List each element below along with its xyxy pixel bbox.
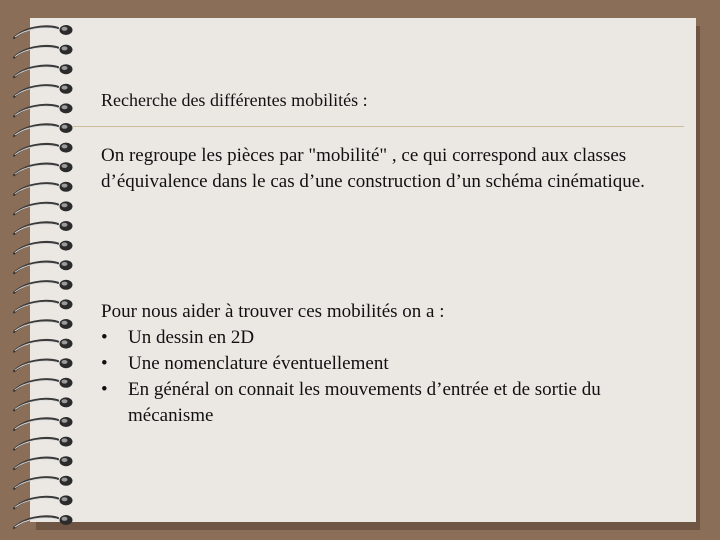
list-item [101, 325, 681, 351]
bullet-icon: • [101, 379, 108, 400]
aid-intro: Pour nous aider à trouver ces mobilités on a : [101, 301, 445, 322]
list-item [101, 351, 681, 377]
binding-ring [14, 476, 73, 489]
binding-ring [14, 221, 73, 234]
binding-ring [14, 64, 73, 77]
binding-ring [14, 45, 73, 58]
spiral-binding-icon [0, 0, 90, 540]
list-item-text: En général on connait les mouvements d’entrée et de sortie du mécanisme [128, 379, 601, 426]
slide-title: Recherche des différentes mobilités : [101, 90, 368, 110]
body-paragraph: On regroupe les pièces par "mobilité" , ce qui correspond aux classes d’équivalence dans le cas d’une construction d’un schéma cinématique. [101, 145, 645, 192]
aid-section [101, 299, 681, 429]
binding-ring [14, 437, 73, 450]
binding-ring [14, 162, 73, 175]
list-item [101, 377, 681, 429]
binding-ring [14, 456, 73, 469]
binding-ring [14, 358, 73, 371]
binding-ring [14, 397, 73, 410]
binding-ring [14, 495, 73, 508]
binding-ring [14, 84, 73, 97]
binding-ring [14, 299, 73, 312]
binding-ring [14, 123, 73, 136]
binding-ring [14, 319, 73, 332]
aid-list [101, 325, 681, 429]
binding-ring [14, 515, 73, 528]
list-item-text: Un dessin en 2D [128, 327, 255, 348]
title-divider [72, 126, 684, 127]
binding-ring [14, 182, 73, 195]
binding-ring [14, 378, 73, 391]
binding-ring [14, 260, 73, 273]
binding-ring [14, 241, 73, 254]
binding-ring [14, 201, 73, 214]
binding-ring [14, 143, 73, 156]
bullet-icon: • [101, 327, 108, 348]
binding-ring [14, 417, 73, 430]
bullet-icon: • [101, 353, 108, 374]
list-item-text: Une nomenclature éventuellement [128, 353, 389, 374]
binding-ring [14, 25, 73, 38]
binding-ring [14, 339, 73, 352]
binding-ring [14, 103, 73, 116]
binding-ring [14, 280, 73, 293]
